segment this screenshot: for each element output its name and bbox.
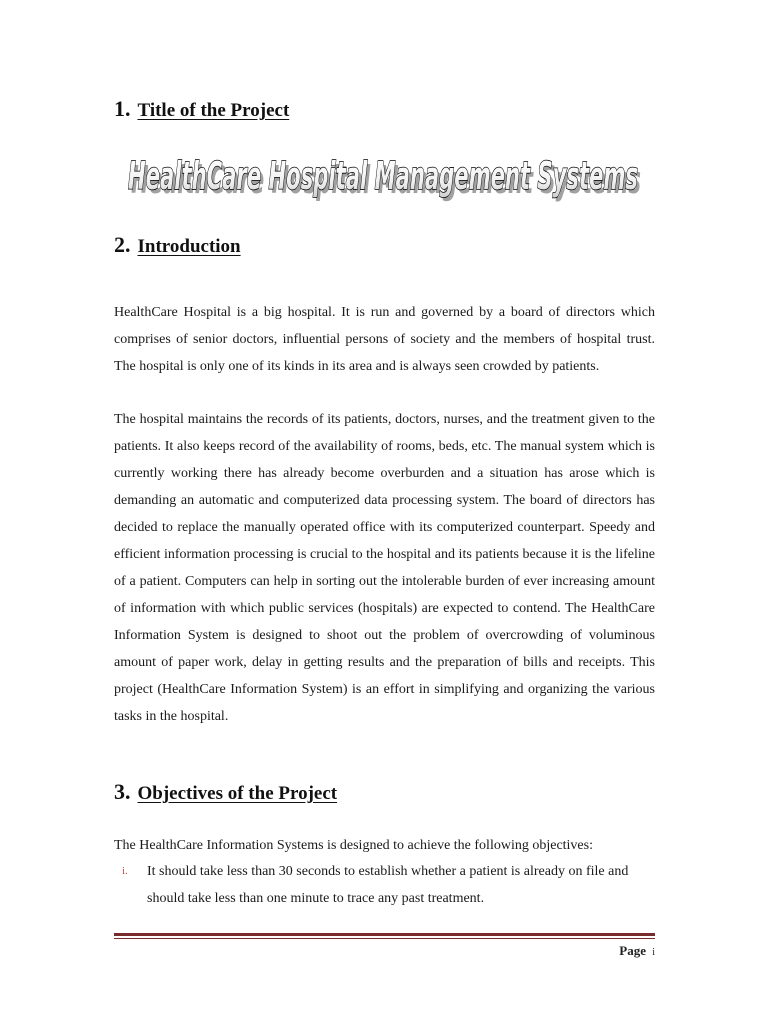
section-heading-objectives (114, 779, 337, 805)
objective-list-item (114, 858, 655, 912)
section-heading-text: Title of the Project (137, 100, 290, 121)
intro-paragraph-1: HealthCare Hospital is a big hospital. It is run and governed by a board of directors which comprises of senior doctors, influential persons of society and the members of hospital trust. The hospital is only one of its kinds in its area and is always seen crowded by patients. (114, 305, 655, 374)
project-title-wordart (124, 143, 644, 209)
footer-rule (114, 933, 655, 936)
section-number: 2. (114, 232, 131, 257)
wordart-shadow: HealthCare Hospital Management Systems (131, 158, 641, 202)
section-number: 3. (114, 779, 131, 804)
section-heading-introduction (114, 232, 241, 258)
section-number: 1. (114, 96, 131, 121)
wordart-title: HealthCare Hospital Management Systems (128, 154, 638, 198)
list-marker: i. (122, 865, 128, 877)
objectives-lead: The HealthCare Information Systems is designed to achieve the following objectives: (114, 838, 593, 853)
section-heading-text: Objectives of the Project (137, 783, 338, 804)
page-label: Page (619, 943, 646, 958)
section-heading-text: Introduction (137, 236, 241, 257)
page-number: i (652, 947, 655, 958)
intro-paragraph-2: The hospital maintains the records of its patients, doctors, nurses, and the treatment given to the patients. It also keeps record of the availability of rooms, beds, etc. The manual system which is currently working there has already become overburden and a situation has arose which is demanding an automatic and computerized data processing system. The board of directors has decided to replace the manually operated office with its computerized counterpart. Speedy and efficient information processing is crucial to the hospital and its patients because it is the lifeline of a patient. Computers can help in sorting out the intolerable burden of ever increasing amount of information with which public services (hospitals) are expected to contend. The HealthCare Information System is designed to shoot out the problem of overcrowding of voluminous amount of paper work, delay in getting results and the preparation of bills and receipts. This project (HealthCare Information System) is an effort in simplifying and organizing the various tasks in the hospital. (114, 412, 655, 724)
list-item-text: It should take less than 30 seconds to establish whether a patient is already on file and should take less than one minute to trace any past treatment. (147, 864, 629, 906)
section-heading-title (114, 96, 289, 122)
page-footer (619, 943, 655, 959)
footer-rule-thin (114, 938, 655, 939)
